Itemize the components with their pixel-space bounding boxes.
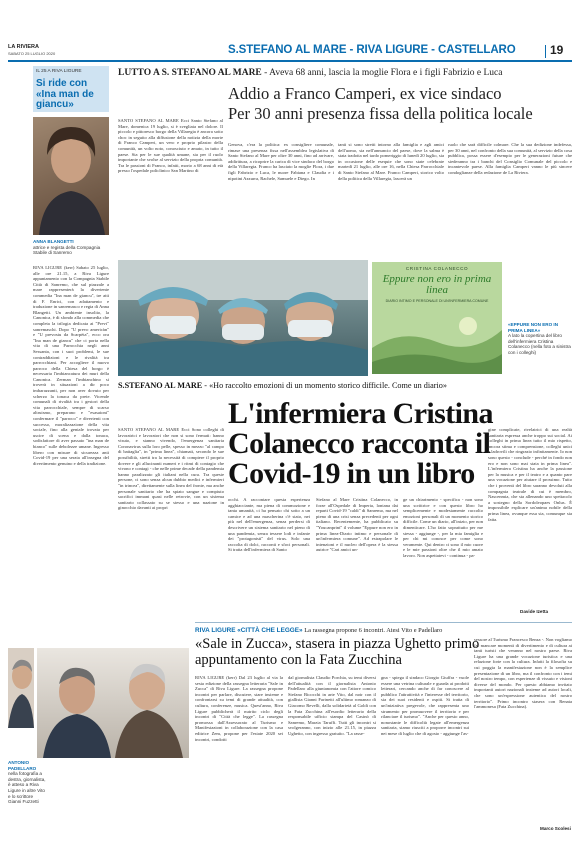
article2-body-mid2: Stefano al Mare Cristina Colanecco, in forze all'Ospedale di Imperia, lontana dai reparti Covid-19 "caldi" di Sanremo, ma nel pieno di una crisi senza precedenti per ogni italiano. Recentemente, ha pubblicato su "Youcanprint" il volume "Eppure non ero in prima linea-Diario intimo e personale di un'infermiera comune". Ad estrapolare le intenzioni e il nucleo dell'opera è la stessa autrice "Cari amici un-: [316, 497, 398, 553]
article2-body-left: SANTO STEFANO AL MARE Ecci Sono colleghi di lavoratrici e lavoratori che non si sono fermati: hanno visuto, e stanno vivendo, l'emergenza sanitaria Coronavirus sulla loro pelle, spesso in mezzo "al campo di battaglia", in "prima linea", chiamati, secondo le sue possibilità, stretti tra la necessità di compiere il proprio dovere e gli allucinanti numeri e i ritmi di contagio che vivono e contagi - che nelle prime decade della pandemia hanno paralizzato gli italiani nella cura. Tra queste persone, ci sono senza alcun dubbio medici e infermieri "in trincea", direttamente sulla linea del fronte, ma anche personale sanitario che ha spiato sangue e compiuto sacrifici immani quasi nelle retrovie, con un sistema sanitario collassato su se stesso e una nazione in ginocchio davanti ai propri: [118, 427, 224, 511]
article1-subtitle: Per 30 anni presenza fissa della politica locale: [228, 104, 533, 123]
article1-top-rule: [118, 64, 572, 65]
section-title: S.STEFANO AL MARE - RIVA LIGURE - CASTELLARO: [228, 44, 516, 56]
article3-body-col2: dal giornalista Claudio Porchia, su temi diversi dell'attualità con il giornalista Antonio Padellaro alla giuntanomia con l'attore comico Stefano Bicocchi in arte Vito, dal noir con il giallista Gianni Farinetti all'ultimo romanzo di Giacomo Revelli, dalla solidarietà al Goldi con la Fata Zucchina all'esordio letterario della responsabile ufficio stampa del Casinò di Sanremo, Marzia Taruffi. Tutti gli incontri si svolgeranno, con inizio alle 21.15, in piazza Ughetto, con ingresso gratuito. "La rasse-: [288, 675, 376, 736]
sidebar-kicker: IL 25 A RIVA LIGURE: [36, 69, 82, 74]
article1-body-col4: ruolo che sarà difficile colmare. Che la sua dedizione indefessa, per 30 anni, nel confronto della sua comunità, al servizio della cosa pubblica, possa essere d'esempio per le generazioni future che siederanno tra i banchi del Consiglio Comunale del piccolo e incantevole paese. Alla famiglia Camperi vanno le più sincere condoglianze della redazione de La Riviera.: [448, 142, 572, 175]
article3-body-col4: sessore al Turismo Francesco Benza -. Non vogliamo far mancare momenti di divertimento e di cultura ai tanti turisti che veranno nel nostro paese. Riva Ligure ha una grande vocazione turistica e una relazione forte con la cultura. Infatti la filosofia su cui poggia la manifestazione non è la semplice presentazione di un libro, ma il confronto con i temi del nostro tempo, con esperienze di vissuto e visioni diverse del mondo. Per questo abbiamo invitato importanti autori nazionali insieme ad autori locali, che sono un'espressione autentica del nostro territorio". Primo incontro stasera con Renata l'ammonesa (Fata Zucchina).: [474, 637, 572, 710]
article2-body-right: ge un chiarimento - specifica - non sono una scrittrice e con questo libro ho semplicemente e modestamente raccolto emozioni personali di un momento storico difficile. Come un diario, all'inizio, per non dimenticare. L'ho fatto soprattutto per me stessa - aggiunge -, per la mia famiglia e per chi mi conosce per come sono veramente. Qui dentro ci sono il mio cuore e le mie passioni oltre che il mio amato lavoro. Non aspettatevi - continua - pa-: [403, 497, 483, 558]
article3-body-col3: gna - spiega il sindaco Giorgio Giuffra - vuole essere una vetrina culturale e guarda ai prodotti letterari, cercando anche di far conoscere al pubblico l'attrattività e l'interesse del territorio, sia dei suoi residenti e ospiti. Si tratta di un'iniziativa pregevole, che rappresenta uno strumento per promuovere il territorio e per rilanciare il turismo". "Anche per questo anno, nonostante le difficoltà legate all'emergenza sanitaria, siamo riusciti a proporre incontri sui nei mese di luglio che di agosto - aggiunge l'as-: [381, 675, 469, 736]
header-divider: [545, 45, 546, 58]
article1-body-col2: Genova, c'era la politica: ex consigliere comunale, rimase una presenza fissa nell'assemblea legislativa di Santo Stefano al Mare per oltre 30 anni, fino ad arrivare, addirittura, a ricoprire la carica di vice sindaco del borgo della Villaregia. Franco ha lasciato la moglie Flora, i due figli Fabrizio e Luca, le nuore Fabiana e Claudia e i nipotini Azzurra, Rachele, Samuele e Diego. In: [228, 142, 334, 181]
article2-headline-strip: [118, 381, 572, 390]
nurses-photo: [118, 260, 368, 376]
book-title: Eppure non ero in prima linea: [382, 273, 492, 296]
article1-title: Addio a Franco Camperi, ex vice sindaco: [228, 84, 502, 103]
article2-body-mid: occhi. A raccontare questa esperienza agghiacciante, ma piena di commozione e tanta umanità, ci ha pensato chi sotto a un camice e ad una mascherina c'è stato, nei più nel dell'emergenza, senza perdersi di descrivere un sistema sanitario nel pieno di una pandemia, senza tessere lodi e infante dei "protagonisti" del virus. Solo una raccolta di dolci, racconti e sfoci personali. Si tratta dell'infermiera di Santo: [228, 497, 310, 553]
sidebar-photo-caption: [33, 239, 109, 256]
caption-name: ANNA BLANGETTI: [33, 239, 74, 244]
article3-kicker: RIVA LIGURE «CITTÀ CHE LEGGE»: [195, 627, 303, 634]
article3-caption-text: nella fotografia a destra, giornalista, è atteso a Riva Ligure in altre Vito e lo scrittore Gianni Fuzzetti: [8, 771, 46, 805]
sidebar-title: Si ride con «Ina man de giancu»: [36, 78, 94, 110]
caption-text: attrice e regista della Compagnia Stabile di Sanremo: [33, 244, 101, 256]
article3-title: «Sale in Zucca», stasera in piazza Ughetto primo appuntamento con la Fata Zucchina: [195, 636, 480, 668]
authors-photo: [37, 648, 189, 758]
book-caption: [508, 322, 572, 356]
article3-top-rule: [195, 622, 572, 623]
book-caption-title: «EPPURE NON ERO IN PRIMA LINEA»: [508, 322, 559, 333]
sidebar-box: [33, 66, 109, 112]
article3-headline-strip: [195, 627, 572, 634]
book-caption-text: A lato la copertina del libro dell'infermiera Cristina Colanecco (nella foto a sinistra con i colleghi): [508, 333, 571, 355]
article3-body-col1: RIVA LIGURE (kerr) Dal 23 luglio al via la sesta edizione della rassegna letteraria "Sale in Zucca" di Riva Ligure. La rassegna propone incontri per parlare, discutere, stare insieme e confrontarsi su temi di grande attualità, con cultura, conferenze, musica. Quest'anno, Riva Ligure pubblicherà il nutrito ciclo degli incontri di "Città che legge". La rassegna promossa dall'Assessorato al Turismo e Manifestazioni in collaborazione con la casa editrice Zem, propone per l'estate 2020 sei incontri, condotti: [195, 675, 283, 742]
book-cover: [372, 262, 502, 374]
article3-photo-caption: [8, 760, 46, 805]
article3-summary: La rassegna propone 6 incontri. Atesi Vito e Padellaro: [304, 627, 443, 634]
sidebar-body: RIVA LIGURE (kerr) Sabato 25 luglio, alle ore 21.15, a Riva Ligure appuntamento con la Compagnia Stabile Città di Sanremo, che sul piazzale a mare rappresenterà la divertente commedia "Ina man de giancu", tre atti di F. Enrici, con adattamento e traduzione in sanremasco e regia di Anna Blangetti. Un ambiente insolito, la Canonica, è di sfondo alla commedia che completa la trilogia dedicata ai "Previ" sanremaschi. Dopo "U prevo americàn" e "U prevostu da Scarpèta", ecco ora "Ina man de giancu" che ci porta nella vita di una Parrocchia negli anni Sessanta, con i suoi problemi, le sue contraddizioni e le rivalità tra parrocchiani. Per accogliere il nuovo parroco della Chiesa del borgo è necessaria l'imbiancatura dei muri della Canonica. Zerman l'imbianchino si troverà in situazioni a dir poco imbarazzanti, per non aver dovuto per scherzo la tonaca da prete. Vicende comunali di rivalità tra i gestori della vita parrocchiale, sempre di scarso altruismo, preparano e "esasaioni" confermare il "parroco" e divertenti con successo, moralizzazione della vita sociale, fino alla geniale trovata per uscire di scena e dalla tonaca, sodisfattore di aver passato "ina man de bianco" sulle debolezze umane. Ingresso libero con misure di sicurezza anti Covid-19 per una serata all'insegna del divertimento genuino e della tradizione.: [33, 265, 109, 466]
article2-body-right2: gine complicate, rivelatrici di una realtà sanitaria espressa anche troppo sui social. Ai colleghi in prima linea tutto il mio rispetto, ancora stima e comprensione, colleghi unici e ladrovili che ringrazio infinitamente. Io non sono questo - conclude - perché in fondo non ero e non sono mai stata in prima linea". L'infermiera Cristina ha anche la passione per la musica e per il teatro e a quanto pare una vocazione per aiutare il prossimo. Tutto che i proventi del libro saranno devoluti alla compagnia teatrale di cui è membro, Nascenmia, che sta allenando uno spettacolo a sostegno della Sordoleopaes Onlus. È impossibile esplicare un'anima nobile della prima linea, ovunque essa sia, comunque sia fatta.: [488, 427, 572, 522]
anna-blangetti-photo: [33, 117, 109, 235]
page-number: 19: [550, 43, 564, 57]
article2-byline: Davide Izetta: [520, 609, 549, 614]
padellaro-photo: [8, 648, 34, 728]
article1-kicker: LUTTO A S. STEFANO AL MARE: [118, 68, 262, 78]
book-author: CRISTINA COLANECCO: [405, 266, 469, 271]
header-rule: [8, 60, 572, 62]
article1-headline-strip: [118, 68, 574, 78]
article1-summary: - Aveva 68 anni, lascia la moglie Flora e i figli Fabrizio e Luca: [264, 68, 503, 78]
article2-kicker: S.STEFANO AL MARE: [118, 381, 203, 390]
issue-date: SABATO 25 LUGLIO 2020: [8, 51, 56, 56]
book-subtitle: DIARIO INTIMO E PERSONALE DI UN'INFERMIERA COMUNE: [385, 299, 489, 303]
masthead: LA RIVIERA: [8, 44, 39, 50]
article3-byline: Marco Scolesi: [540, 826, 571, 831]
article1-body-col1: SANTO STEFANO AL MARE Ecci Santo Stefano al Mare, domenica 19 luglio, si è svegliata nel dolore. Il piccolo e pittoresco borgo della Villaregia è ancora sotto choc in seguito alla diffusione della notizia della morte di Franco Camperi, un vero e proprio pilastro della comunità, un volto noto, conosciuto e amato, in tutto il paese. Sia per le sue qualità umane, sia per il ruolo importante che svolse al servizio della propria comunità. Tra le passioni di Franco, infatti, morto a 68 anni di età presso l'ospedale policlinico San Martino di: [118, 118, 223, 174]
article1-body-col3: tanti si sono stretti intorno alla famiglia e agli amici dell'uomo, sia nell'annuncio del paese, dove la salma è stata tradotta nel tardo pomeriggio di lunedì 20 luglio, sia in occasione delle esequie che sono state celebrate martedì 21 luglio, alle ore 16, nella Chiesa Parrocchiale di Santo Stefano al Mare. Franco Camperi, storico volto della politica della Villaregia, lascerà un: [338, 142, 444, 181]
article2-title: L'infermiera Cristina Colanecco racconta il Covid-19 in un libro: [228, 397, 493, 490]
article3-caption-name: ANTONIO PADELLARO: [8, 760, 37, 771]
article2-summary: - «Ho raccolto emozioni di un momento storico difficile. Come un diario»: [204, 381, 447, 390]
